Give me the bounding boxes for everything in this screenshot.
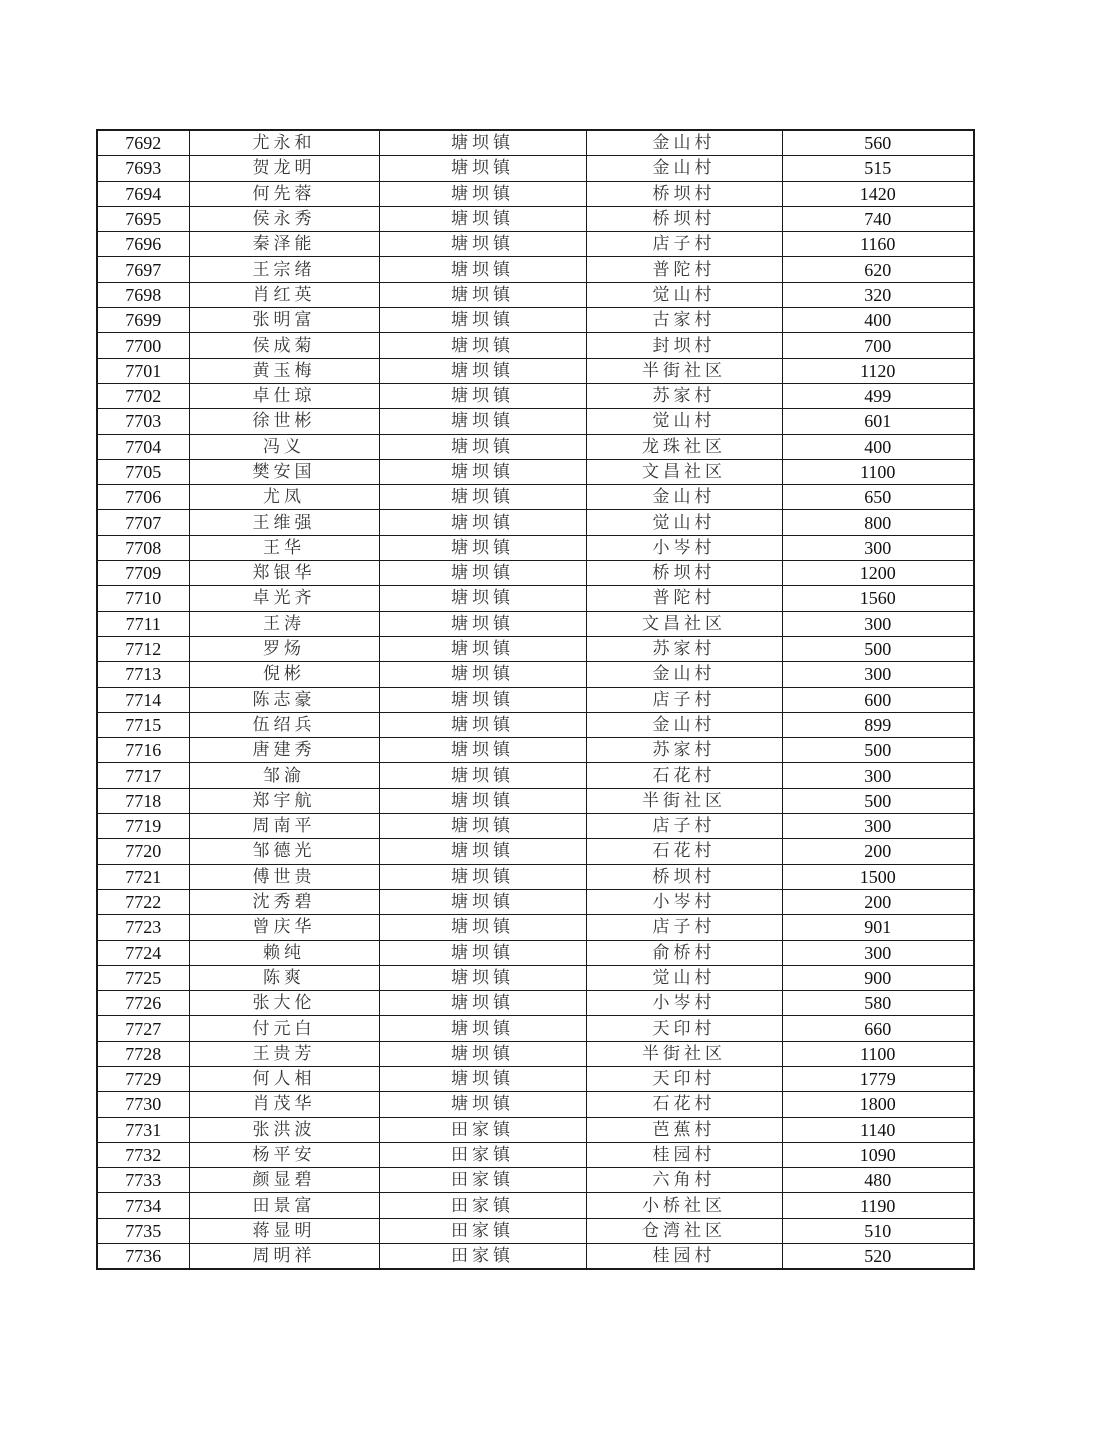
village-cell: 半街社区 [586, 1041, 782, 1066]
row-number-cell: 7731 [97, 1117, 189, 1142]
village-cell: 古家村 [586, 308, 782, 333]
town-cell: 塘坝镇 [379, 636, 586, 661]
row-number-cell: 7697 [97, 257, 189, 282]
amount-cell: 300 [782, 662, 974, 687]
town-cell: 塘坝镇 [379, 687, 586, 712]
row-number-cell: 7702 [97, 383, 189, 408]
row-number-cell: 7729 [97, 1066, 189, 1091]
amount-cell: 200 [782, 889, 974, 914]
row-number-cell: 7703 [97, 409, 189, 434]
village-cell: 店子村 [586, 915, 782, 940]
name-cell: 倪彬 [189, 662, 379, 687]
name-cell: 秦泽能 [189, 232, 379, 257]
table-row [97, 409, 974, 434]
town-cell: 塘坝镇 [379, 965, 586, 990]
table-row [97, 1041, 974, 1066]
village-cell: 石花村 [586, 1092, 782, 1117]
amount-cell: 320 [782, 282, 974, 307]
town-cell: 塘坝镇 [379, 510, 586, 535]
table-row [97, 889, 974, 914]
town-cell: 塘坝镇 [379, 712, 586, 737]
amount-cell: 500 [782, 738, 974, 763]
amount-cell: 650 [782, 485, 974, 510]
town-cell: 塘坝镇 [379, 358, 586, 383]
amount-cell: 800 [782, 510, 974, 535]
row-number-cell: 7716 [97, 738, 189, 763]
town-cell: 塘坝镇 [379, 535, 586, 560]
village-cell: 桂园村 [586, 1244, 782, 1270]
village-cell: 六角村 [586, 1168, 782, 1193]
name-cell: 曾庆华 [189, 915, 379, 940]
name-cell: 罗炀 [189, 636, 379, 661]
town-cell: 塘坝镇 [379, 206, 586, 231]
table-row [97, 535, 974, 560]
town-cell: 塘坝镇 [379, 257, 586, 282]
amount-cell: 300 [782, 814, 974, 839]
village-cell: 半街社区 [586, 788, 782, 813]
town-cell: 塘坝镇 [379, 156, 586, 181]
village-cell: 仓湾社区 [586, 1218, 782, 1243]
name-cell: 沈秀碧 [189, 889, 379, 914]
name-cell: 贺龙明 [189, 156, 379, 181]
amount-cell: 740 [782, 206, 974, 231]
town-cell: 塘坝镇 [379, 788, 586, 813]
amount-cell: 300 [782, 940, 974, 965]
town-cell: 田家镇 [379, 1168, 586, 1193]
village-cell: 普陀村 [586, 586, 782, 611]
table-row [97, 282, 974, 307]
name-cell: 陈爽 [189, 965, 379, 990]
amount-cell: 500 [782, 788, 974, 813]
table-row [97, 611, 974, 636]
name-cell: 田景富 [189, 1193, 379, 1218]
row-number-cell: 7693 [97, 156, 189, 181]
town-cell: 塘坝镇 [379, 308, 586, 333]
table-row [97, 156, 974, 181]
row-number-cell: 7711 [97, 611, 189, 636]
row-number-cell: 7734 [97, 1193, 189, 1218]
village-cell: 天印村 [586, 1016, 782, 1041]
table-row [97, 308, 974, 333]
village-cell: 桥坝村 [586, 561, 782, 586]
row-number-cell: 7704 [97, 434, 189, 459]
name-cell: 付元白 [189, 1016, 379, 1041]
row-number-cell: 7698 [97, 282, 189, 307]
village-cell: 小桥社区 [586, 1193, 782, 1218]
town-cell: 塘坝镇 [379, 485, 586, 510]
table-row [97, 232, 974, 257]
table-row [97, 1218, 974, 1243]
row-number-cell: 7728 [97, 1041, 189, 1066]
name-cell: 侯成菊 [189, 333, 379, 358]
town-cell: 塘坝镇 [379, 333, 586, 358]
name-cell: 王贵芳 [189, 1041, 379, 1066]
name-cell: 杨平安 [189, 1142, 379, 1167]
table-row [97, 991, 974, 1016]
town-cell: 塘坝镇 [379, 1041, 586, 1066]
amount-cell: 1560 [782, 586, 974, 611]
table-row [97, 788, 974, 813]
village-cell: 苏家村 [586, 383, 782, 408]
name-cell: 王维强 [189, 510, 379, 535]
name-cell: 王宗绪 [189, 257, 379, 282]
town-cell: 塘坝镇 [379, 459, 586, 484]
amount-cell: 400 [782, 434, 974, 459]
amount-cell: 1800 [782, 1092, 974, 1117]
table-row [97, 586, 974, 611]
name-cell: 冯义 [189, 434, 379, 459]
name-cell: 周明祥 [189, 1244, 379, 1270]
row-number-cell: 7707 [97, 510, 189, 535]
name-cell: 伍绍兵 [189, 712, 379, 737]
name-cell: 张明富 [189, 308, 379, 333]
name-cell: 傅世贵 [189, 864, 379, 889]
village-cell: 觉山村 [586, 965, 782, 990]
table-row [97, 434, 974, 459]
village-cell: 店子村 [586, 232, 782, 257]
row-number-cell: 7710 [97, 586, 189, 611]
table-row [97, 839, 974, 864]
name-cell: 张洪波 [189, 1117, 379, 1142]
village-cell: 小岑村 [586, 889, 782, 914]
table-row [97, 915, 974, 940]
name-cell: 卓仕琼 [189, 383, 379, 408]
name-cell: 郑宇航 [189, 788, 379, 813]
row-number-cell: 7724 [97, 940, 189, 965]
row-number-cell: 7694 [97, 181, 189, 206]
village-cell: 苏家村 [586, 738, 782, 763]
amount-cell: 1160 [782, 232, 974, 257]
name-cell: 何人相 [189, 1066, 379, 1091]
town-cell: 田家镇 [379, 1117, 586, 1142]
roster-table-body [97, 130, 974, 1269]
village-cell: 苏家村 [586, 636, 782, 661]
town-cell: 塘坝镇 [379, 915, 586, 940]
village-cell: 店子村 [586, 687, 782, 712]
amount-cell: 660 [782, 1016, 974, 1041]
table-row [97, 763, 974, 788]
name-cell: 陈志豪 [189, 687, 379, 712]
table-row [97, 965, 974, 990]
name-cell: 张大伦 [189, 991, 379, 1016]
village-cell: 觉山村 [586, 510, 782, 535]
town-cell: 塘坝镇 [379, 940, 586, 965]
name-cell: 颜显碧 [189, 1168, 379, 1193]
amount-cell: 700 [782, 333, 974, 358]
village-cell: 天印村 [586, 1066, 782, 1091]
village-cell: 龙珠社区 [586, 434, 782, 459]
amount-cell: 580 [782, 991, 974, 1016]
amount-cell: 1090 [782, 1142, 974, 1167]
table-row [97, 383, 974, 408]
village-cell: 桥坝村 [586, 181, 782, 206]
town-cell: 塘坝镇 [379, 662, 586, 687]
row-number-cell: 7732 [97, 1142, 189, 1167]
name-cell: 卓光齐 [189, 586, 379, 611]
amount-cell: 480 [782, 1168, 974, 1193]
amount-cell: 515 [782, 156, 974, 181]
village-cell: 觉山村 [586, 282, 782, 307]
town-cell: 塘坝镇 [379, 839, 586, 864]
table-row [97, 1244, 974, 1270]
village-cell: 觉山村 [586, 409, 782, 434]
amount-cell: 620 [782, 257, 974, 282]
name-cell: 周南平 [189, 814, 379, 839]
town-cell: 田家镇 [379, 1142, 586, 1167]
row-number-cell: 7725 [97, 965, 189, 990]
town-cell: 田家镇 [379, 1218, 586, 1243]
name-cell: 郑银华 [189, 561, 379, 586]
table-row [97, 1168, 974, 1193]
town-cell: 塘坝镇 [379, 232, 586, 257]
amount-cell: 500 [782, 636, 974, 661]
village-cell: 桂园村 [586, 1142, 782, 1167]
table-row [97, 636, 974, 661]
table-row [97, 1117, 974, 1142]
row-number-cell: 7712 [97, 636, 189, 661]
town-cell: 塘坝镇 [379, 814, 586, 839]
table-row [97, 1193, 974, 1218]
amount-cell: 300 [782, 535, 974, 560]
town-cell: 塘坝镇 [379, 738, 586, 763]
row-number-cell: 7727 [97, 1016, 189, 1041]
name-cell: 肖红英 [189, 282, 379, 307]
row-number-cell: 7700 [97, 333, 189, 358]
town-cell: 塘坝镇 [379, 1016, 586, 1041]
table-row [97, 864, 974, 889]
table-row [97, 257, 974, 282]
row-number-cell: 7699 [97, 308, 189, 333]
table-row [97, 459, 974, 484]
town-cell: 塘坝镇 [379, 282, 586, 307]
amount-cell: 901 [782, 915, 974, 940]
row-number-cell: 7723 [97, 915, 189, 940]
town-cell: 塘坝镇 [379, 611, 586, 636]
table-row [97, 130, 974, 156]
amount-cell: 601 [782, 409, 974, 434]
amount-cell: 520 [782, 1244, 974, 1270]
amount-cell: 1100 [782, 1041, 974, 1066]
name-cell: 徐世彬 [189, 409, 379, 434]
village-cell: 店子村 [586, 814, 782, 839]
name-cell: 黄玉梅 [189, 358, 379, 383]
village-cell: 半街社区 [586, 358, 782, 383]
town-cell: 塘坝镇 [379, 763, 586, 788]
table-row [97, 181, 974, 206]
village-cell: 俞桥村 [586, 940, 782, 965]
amount-cell: 1120 [782, 358, 974, 383]
town-cell: 塘坝镇 [379, 434, 586, 459]
name-cell: 何先蓉 [189, 181, 379, 206]
row-number-cell: 7721 [97, 864, 189, 889]
amount-cell: 1779 [782, 1066, 974, 1091]
amount-cell: 300 [782, 763, 974, 788]
row-number-cell: 7713 [97, 662, 189, 687]
town-cell: 塘坝镇 [379, 181, 586, 206]
row-number-cell: 7719 [97, 814, 189, 839]
row-number-cell: 7715 [97, 712, 189, 737]
town-cell: 塘坝镇 [379, 1092, 586, 1117]
row-number-cell: 7735 [97, 1218, 189, 1243]
town-cell: 塘坝镇 [379, 889, 586, 914]
town-cell: 塘坝镇 [379, 1066, 586, 1091]
table-row [97, 1016, 974, 1041]
row-number-cell: 7696 [97, 232, 189, 257]
amount-cell: 200 [782, 839, 974, 864]
amount-cell: 400 [782, 308, 974, 333]
amount-cell: 899 [782, 712, 974, 737]
amount-cell: 300 [782, 611, 974, 636]
town-cell: 塘坝镇 [379, 586, 586, 611]
amount-cell: 900 [782, 965, 974, 990]
village-cell: 芭蕉村 [586, 1117, 782, 1142]
amount-cell: 1190 [782, 1193, 974, 1218]
row-number-cell: 7730 [97, 1092, 189, 1117]
row-number-cell: 7733 [97, 1168, 189, 1193]
table-row [97, 358, 974, 383]
amount-cell: 1200 [782, 561, 974, 586]
row-number-cell: 7714 [97, 687, 189, 712]
amount-cell: 1100 [782, 459, 974, 484]
town-cell: 田家镇 [379, 1244, 586, 1270]
row-number-cell: 7726 [97, 991, 189, 1016]
village-cell: 小岑村 [586, 991, 782, 1016]
amount-cell: 560 [782, 130, 974, 156]
table-row [97, 940, 974, 965]
village-cell: 小岑村 [586, 535, 782, 560]
amount-cell: 600 [782, 687, 974, 712]
roster-table [96, 129, 975, 1270]
amount-cell: 1140 [782, 1117, 974, 1142]
table-row [97, 485, 974, 510]
town-cell: 塘坝镇 [379, 409, 586, 434]
town-cell: 塘坝镇 [379, 130, 586, 156]
village-cell: 石花村 [586, 763, 782, 788]
name-cell: 邹德光 [189, 839, 379, 864]
name-cell: 邹渝 [189, 763, 379, 788]
amount-cell: 510 [782, 1218, 974, 1243]
row-number-cell: 7692 [97, 130, 189, 156]
village-cell: 普陀村 [586, 257, 782, 282]
row-number-cell: 7706 [97, 485, 189, 510]
name-cell: 樊安国 [189, 459, 379, 484]
table-row [97, 333, 974, 358]
table-row [97, 1142, 974, 1167]
row-number-cell: 7701 [97, 358, 189, 383]
village-cell: 文昌社区 [586, 611, 782, 636]
village-cell: 金山村 [586, 485, 782, 510]
village-cell: 石花村 [586, 839, 782, 864]
village-cell: 文昌社区 [586, 459, 782, 484]
name-cell: 唐建秀 [189, 738, 379, 763]
town-cell: 塘坝镇 [379, 561, 586, 586]
village-cell: 金山村 [586, 156, 782, 181]
name-cell: 王华 [189, 535, 379, 560]
row-number-cell: 7717 [97, 763, 189, 788]
row-number-cell: 7709 [97, 561, 189, 586]
row-number-cell: 7720 [97, 839, 189, 864]
amount-cell: 1500 [782, 864, 974, 889]
name-cell: 赖纯 [189, 940, 379, 965]
table-row [97, 1066, 974, 1091]
table-row [97, 814, 974, 839]
table-row [97, 662, 974, 687]
table-row [97, 206, 974, 231]
table-row [97, 510, 974, 535]
name-cell: 王涛 [189, 611, 379, 636]
village-cell: 金山村 [586, 662, 782, 687]
row-number-cell: 7722 [97, 889, 189, 914]
table-row [97, 738, 974, 763]
table-row [97, 561, 974, 586]
village-cell: 封坝村 [586, 333, 782, 358]
row-number-cell: 7708 [97, 535, 189, 560]
table-row [97, 1092, 974, 1117]
name-cell: 尤永和 [189, 130, 379, 156]
village-cell: 金山村 [586, 130, 782, 156]
row-number-cell: 7736 [97, 1244, 189, 1270]
row-number-cell: 7705 [97, 459, 189, 484]
village-cell: 桥坝村 [586, 206, 782, 231]
name-cell: 肖茂华 [189, 1092, 379, 1117]
name-cell: 蒋显明 [189, 1218, 379, 1243]
row-number-cell: 7718 [97, 788, 189, 813]
row-number-cell: 7695 [97, 206, 189, 231]
town-cell: 田家镇 [379, 1193, 586, 1218]
village-cell: 金山村 [586, 712, 782, 737]
amount-cell: 1420 [782, 181, 974, 206]
name-cell: 侯永秀 [189, 206, 379, 231]
town-cell: 塘坝镇 [379, 383, 586, 408]
town-cell: 塘坝镇 [379, 864, 586, 889]
town-cell: 塘坝镇 [379, 991, 586, 1016]
table-row [97, 712, 974, 737]
name-cell: 尤凤 [189, 485, 379, 510]
amount-cell: 499 [782, 383, 974, 408]
village-cell: 桥坝村 [586, 864, 782, 889]
table-row [97, 687, 974, 712]
